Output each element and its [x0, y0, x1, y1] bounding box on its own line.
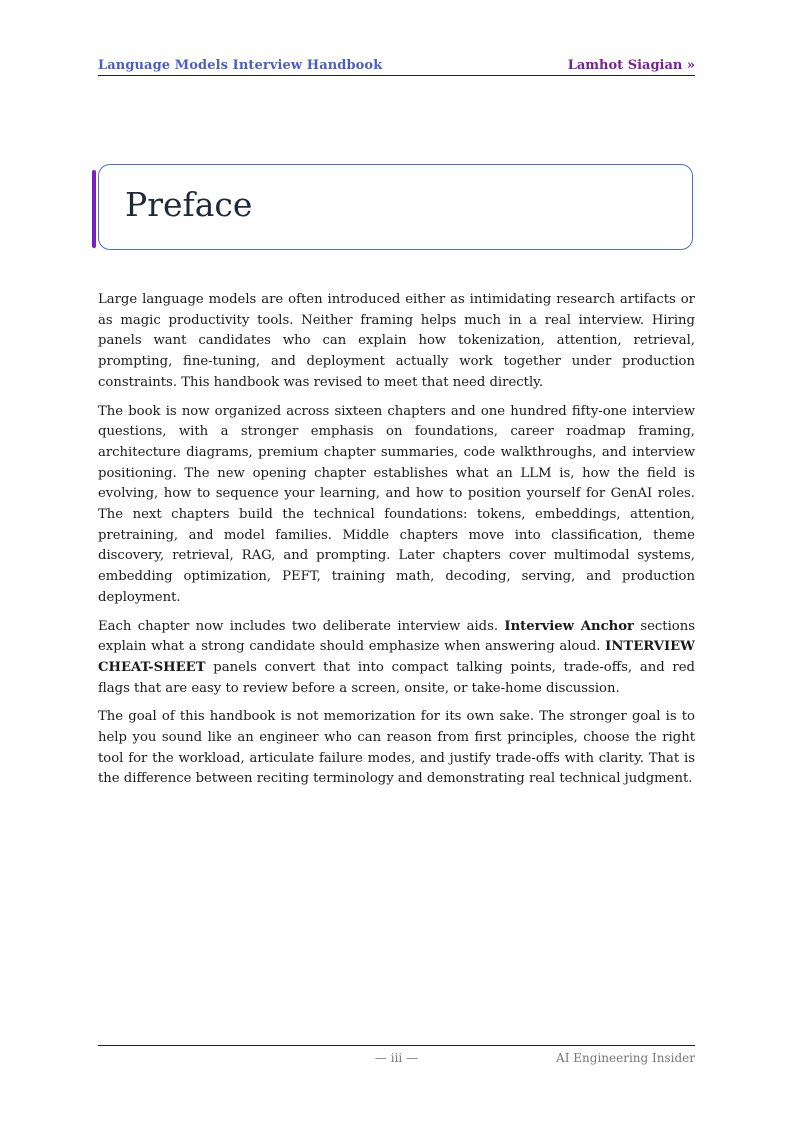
chapter-title-box: [92, 164, 695, 252]
paragraph-2: The book is now organized across sixteen chapters and one hundred fifty-one interview questions, with a stronger emphasis on foundations, career roadmap framing, architecture diagrams, premium chapter summaries, code walkthroughs, and interview positioning. The new opening chapter establishes what an LLM is, how the field is evolving, how to sequence your learning, and how to position yourself for GenAI roles. The next chapters build the technical foundations: tokens, embeddings, attention, pretraining, and model families. Middle chapters move into classification, theme discovery, retrieval, RAG, and prompting. Later chapters cover multimodal systems, embedding optimization, PEFT, training math, decoding, serving, and production deployment.: [98, 403, 695, 605]
title-frame: [98, 164, 693, 250]
page-title: Preface: [125, 185, 253, 224]
book-title: Language Models Interview Handbook: [98, 58, 383, 73]
publisher-name: AI Engineering Insider: [556, 1051, 695, 1065]
page-number: — iii —: [374, 1051, 419, 1065]
running-footer: [98, 1045, 695, 1066]
interview-anchor-term: Interview Anchor: [504, 618, 634, 634]
paragraph-1: Large language models are often introduced either as intimidating research artifacts or as magic productivity tools. Neither framing helps much in a real interview. Hiring panels want candidates who can explain how tokenization, attention, retrieval, prompting, fine-tuning, and deployment actually work together under production constraints. This handbook was revised to meet that need directly.: [98, 292, 695, 390]
paragraph-3: [98, 617, 695, 700]
title-accent-bar: [92, 170, 96, 248]
running-header: [98, 58, 695, 76]
author-name: Lamhot Siagian »: [567, 58, 695, 73]
paragraph-3-end: panels convert that into compact talking points, trade-offs, and red flags that are easy to review before a screen, onsite, or take-home discussion.: [98, 659, 695, 696]
paragraph-3-mid: sections explain what a strong candidate should emphasize when answering aloud.: [98, 618, 695, 655]
paragraph-4: The goal of this handbook is not memorization for its own sake. The stronger goal is to help you sound like an engineer who can reason from first principles, choose the right tool for the workload, articulate failure modes, and justify trade-offs with clarity. That is the difference between reciting terminology and demonstrating real technical judgment.: [98, 709, 695, 787]
preface-body: [98, 290, 695, 798]
paragraph-3-intro: Each chapter now includes two deliberate interview aids.: [98, 618, 505, 634]
cheat-sheet-term: INTERVIEW CHEAT-SHEET: [98, 639, 695, 675]
